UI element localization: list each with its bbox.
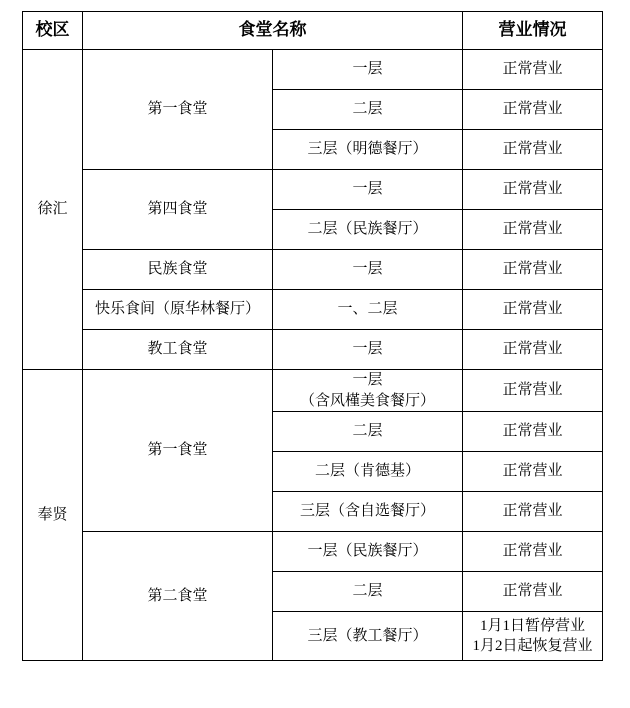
table-row	[23, 532, 603, 572]
floor-cell: 二层（民族餐厅）	[273, 210, 463, 250]
canteen-name-cell: 快乐食间（原华林餐厅）	[83, 290, 273, 330]
floor-cell: 二层（肯德基）	[273, 452, 463, 492]
table-body	[23, 50, 603, 661]
canteen-name-cell: 第一食堂	[83, 370, 273, 532]
canteen-status-table	[22, 11, 603, 661]
floor-cell: 三层（教工餐厅）	[273, 612, 463, 661]
floor-cell: 二层	[273, 90, 463, 130]
canteen-name-cell: 第四食堂	[83, 170, 273, 250]
floor-cell: 一层（民族餐厅）	[273, 532, 463, 572]
column-header-campus: 校区	[23, 12, 83, 50]
table-header-row	[23, 12, 603, 50]
canteen-name-cell: 第一食堂	[83, 50, 273, 170]
status-line-1: 1月1日暂停营业	[479, 617, 585, 634]
canteen-name-cell: 民族食堂	[83, 250, 273, 290]
status-cell: 正常营业	[463, 370, 603, 412]
table-header	[23, 12, 603, 50]
status-cell: 正常营业	[463, 50, 603, 90]
status-cell: 正常营业	[463, 170, 603, 210]
status-cell: 正常营业	[463, 290, 603, 330]
floor-cell: 一层	[273, 330, 463, 370]
campus-name-cell: 奉贤	[23, 370, 83, 661]
campus-name-cell: 徐汇	[23, 50, 83, 370]
table-row	[23, 290, 603, 330]
column-header-canteen: 食堂名称	[83, 12, 463, 50]
status-cell: 正常营业	[463, 532, 603, 572]
column-header-status: 营业情况	[463, 12, 603, 50]
status-cell: 正常营业	[463, 130, 603, 170]
floor-cell: 三层（含自选餐厅）	[273, 492, 463, 532]
floor-cell: 一层	[273, 50, 463, 90]
floor-cell: 一、二层	[273, 290, 463, 330]
status-cell: 正常营业	[463, 90, 603, 130]
table-row	[23, 170, 603, 210]
status-cell: 正常营业	[463, 210, 603, 250]
table-row	[23, 330, 603, 370]
table-row	[23, 250, 603, 290]
status-cell: 正常营业	[463, 412, 603, 452]
status-cell: 正常营业	[463, 250, 603, 290]
floor-cell	[273, 370, 463, 412]
floor-cell: 一层	[273, 250, 463, 290]
floor-cell: 三层（明德餐厅）	[273, 130, 463, 170]
floor-line-1: 一层	[352, 372, 383, 389]
floor-cell: 二层	[273, 412, 463, 452]
document-page	[0, 11, 630, 708]
status-cell: 正常营业	[463, 330, 603, 370]
status-line-2: 1月2日起恢复营业	[472, 638, 593, 654]
table-row	[23, 370, 603, 412]
floor-line-2: （含风槿美食餐厅）	[299, 392, 435, 409]
canteen-name-cell: 第二食堂	[83, 532, 273, 661]
floor-cell: 一层	[273, 170, 463, 210]
status-cell: 正常营业	[463, 452, 603, 492]
floor-cell: 二层	[273, 572, 463, 612]
status-cell	[463, 612, 603, 661]
status-cell: 正常营业	[463, 572, 603, 612]
table-row	[23, 50, 603, 90]
status-cell: 正常营业	[463, 492, 603, 532]
canteen-name-cell: 教工食堂	[83, 330, 273, 370]
